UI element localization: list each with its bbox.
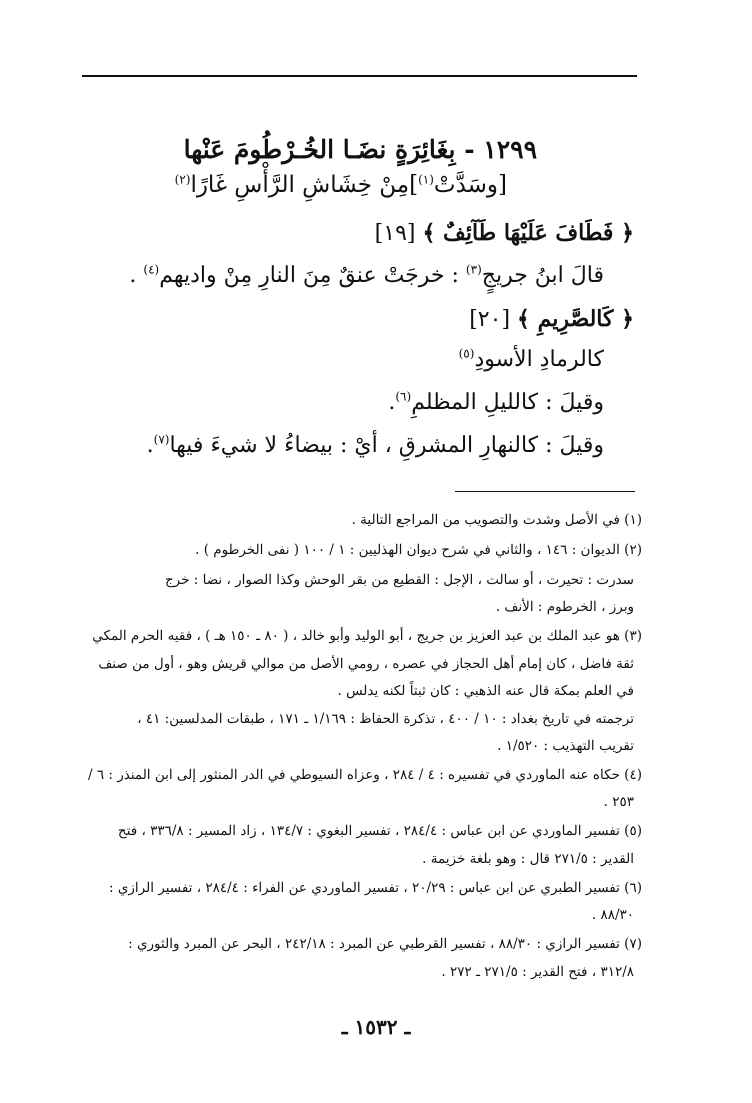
footnote-separator	[455, 491, 635, 492]
text: كالرمادِ الأسودِ	[474, 347, 604, 372]
footnote-2: (٢) الديوان : ١٤٦ ، والثاني في شرح ديوان الهذليين : ١ / ١٠٠ ( نفى الخرطوم ) .	[195, 542, 642, 558]
text: .	[129, 263, 137, 288]
footnote-6: (٦) تفسير الطبري عن ابن عباس : ٢٠/٢٩ ، تفسير الماوردي عن الفراء : ٢٨٤/٤ ، تفسير الرازي :	[109, 880, 642, 896]
ayah-20	[469, 306, 634, 332]
footnote-7: (٧) تفسير الرازي : ٨٨/٣٠ ، تفسير القرطبي عن المبرد : ٢٤٢/١٨ ، البحر عن المبرد والثوري :	[128, 936, 642, 952]
verse-text: ]مِنْ خِشَاشِ الرَّأْسِ غَارًا	[190, 172, 419, 198]
footnote-ref[interactable]: (٥)	[458, 346, 475, 361]
text: .	[146, 433, 154, 458]
text: وقيلَ : كالنهارِ المشرقِ ، أيْ : بيضاءُ لا شيءَ فيها	[169, 433, 604, 458]
commentary-line-4	[147, 433, 604, 458]
text: وقيلَ : كالليلِ المظلمِ	[411, 390, 604, 415]
text: قالَ ابنُ جريجٍ	[481, 263, 604, 288]
ayah-text: ﴿ فَطَافَ عَلَيْهَا طَآئِفٌ ﴾	[422, 220, 634, 246]
footnote-ref[interactable]: (٤)	[143, 262, 160, 277]
footnote-5: (٥) تفسير الماوردي عن ابن عباس : ٢٨٤/٤ ، تفسير البغوي : ١٣٤/٧ ، زاد المسير : ٣٣٦/٨ ، فتح	[117, 823, 642, 839]
header-rule	[82, 75, 637, 77]
footnote-3-cont: ترجمته في تاريخ بغداد : ١٠ / ٤٠٠ ، تذكرة الحفاظ : ١/١٦٩ ـ ١٧١ ، طبقات المدلسين: ٤١ ،	[137, 711, 634, 727]
footnote-3-cont: في العلم بمكة قال عنه الذهبي : كان ثبتاً لكنه يدلس .	[337, 683, 634, 699]
verse-text: [وسَدَّتْ	[433, 172, 507, 198]
ayah-number: [١٩]	[374, 221, 416, 246]
footnote-7-cont: ٣١٢/٨ ، فتح القدير : ٢٧١/٥ ـ ٢٧٢ .	[441, 964, 634, 980]
footnote-ref[interactable]: (٧)	[153, 432, 170, 447]
footnote-6-cont: ٨٨/٣٠ .	[591, 907, 634, 923]
footnote-4: (٤) حكاه عنه الماوردي في تفسيره : ٤ / ٢٨٤ ، وعزاه السيوطي في الدر المنثور إلى ابن المنذر : ٦ /	[87, 767, 642, 783]
commentary-line-2	[459, 347, 604, 372]
ayah-number: [٢٠]	[469, 307, 511, 332]
verse-line-1	[184, 135, 537, 164]
footnote-5-cont: القدير : ٢٧١/٥ قال : وهو بلغة خزيمة .	[422, 851, 634, 867]
commentary-line-1	[129, 263, 604, 288]
footnote-3-cont: تقريب التهذيب : ١/٥٢٠ .	[497, 738, 634, 754]
footnote-3: (٣) هو عبد الملك بن عبد العزيز بن جريج ، أبو الوليد وأبو خالد ، ( ٨٠ ـ ١٥٠ هـ ) ، فقيه الحرم المكي	[92, 628, 642, 644]
footnote-2-cont: وبرز ، الخرطوم : الأنف .	[495, 599, 634, 615]
footnote-ref[interactable]: (٣)	[465, 262, 482, 277]
footnote-2-cont: سدرت : تحيرت ، أو سالت ، الإجل : القطيع من بقر الوحش وكذا الصوار ، نضا : خرج	[164, 572, 634, 588]
text: : خرجَتْ عنقٌ مِنَ النارِ مِنْ واديهم	[159, 263, 459, 288]
footnote-4-cont: ٢٥٣ .	[603, 794, 634, 810]
footnote-ref[interactable]: (١)	[418, 172, 434, 187]
footnote-ref[interactable]: (٦)	[395, 389, 412, 404]
verse-text: ١٢٩٩ - بِغَائِرَةٍ نضَـا الخُـرْطُومَ عَنْها	[183, 135, 537, 164]
footnote-1: (١) في الأصل وشدت والتصويب من المراجع التالية .	[351, 512, 642, 528]
verse-line-2	[175, 172, 507, 198]
commentary-line-3	[388, 390, 604, 415]
text: .	[388, 390, 396, 415]
footnote-3-cont: ثقة فاضل ، كان إمام أهل الحجاز في عصره ، رومي الأصل من موالي قريش وهو ، أول من صنف	[98, 656, 634, 672]
ayah-text: ﴿ كَالصَّرِيمِ ﴾	[517, 306, 634, 332]
footnote-ref[interactable]: (٢)	[174, 172, 191, 187]
page-number: ـ ١٥٣٢ ـ	[341, 1015, 411, 1039]
ayah-19	[375, 220, 634, 246]
